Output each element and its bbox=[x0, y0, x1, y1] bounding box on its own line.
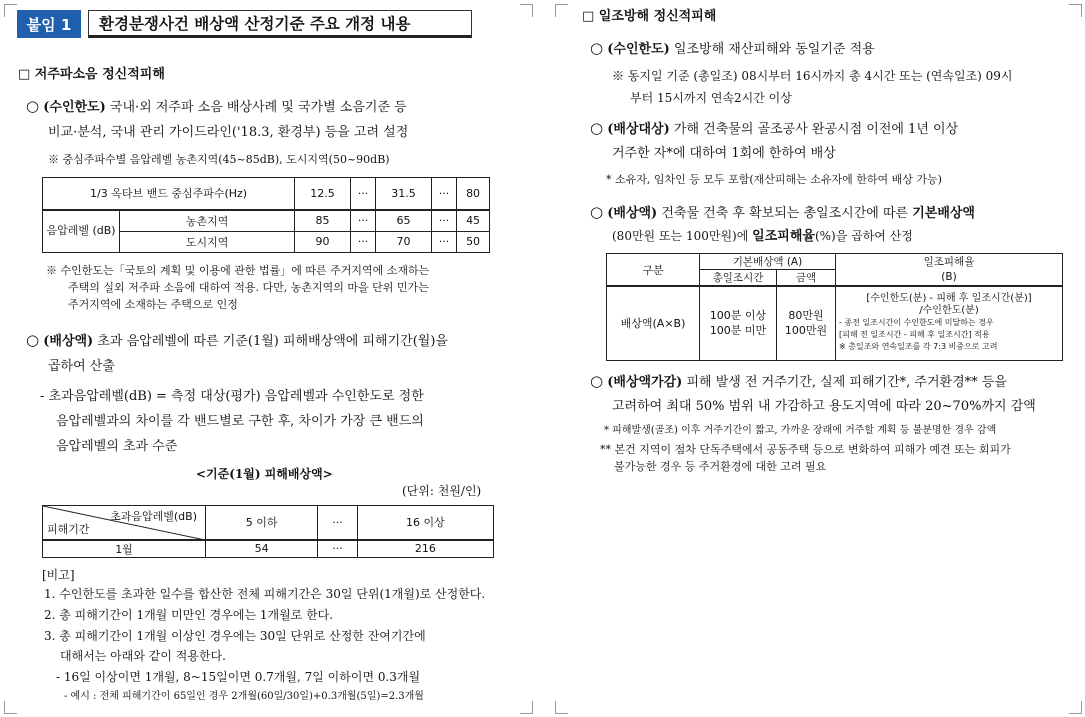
item-text-continued bbox=[612, 228, 913, 245]
rate-formula: /수인한도(분) bbox=[919, 305, 979, 317]
item-adjustment bbox=[590, 373, 1007, 391]
sub-item-excess-level-3: 음압레벨의 초과 수준 bbox=[56, 439, 178, 454]
table-row-group: 음압레벨 (dB) bbox=[43, 210, 120, 253]
table-cell: ··· bbox=[350, 231, 375, 252]
note-sunlight-hours: ※ 동지일 기준 (총일조) 08시부터 16시까지 총 4시간 또는 (연속일조) 09시 bbox=[612, 69, 1013, 83]
diagonal-header-cell bbox=[43, 506, 206, 540]
item-label: (배상액가감) bbox=[607, 375, 683, 390]
note-environment: ** 본건 지역이 점차 단독주택에서 공동주택 등으로 변화하여 피해가 예견 또는 회피가 bbox=[600, 443, 1011, 456]
sub-item-excess-level: - 초과음압레벨(dB) = 측정 대상(평가) 음압레벨과 수인한도로 정한 bbox=[40, 389, 424, 404]
diag-bottom-label: 피해기간 bbox=[47, 522, 90, 536]
item-tolerance-limit bbox=[590, 40, 875, 58]
rate-note: - 종전 일조시간이 수인한도에 미달하는 경우 bbox=[839, 318, 994, 328]
item-text: 초과 음압레벨에 따른 기준(1월) 피해배상액에 피해기간(월)을 bbox=[93, 334, 448, 349]
item-emphasis: 일조피해율 bbox=[752, 229, 815, 244]
table-header-cell: 12.5 bbox=[295, 178, 351, 210]
note-residential-area-2: 주택의 실외 저주파 소음에 대하여 적용. 다만, 농촌지역의 마을 단위 민가는 bbox=[68, 281, 429, 294]
item-text: (80만원 또는 100만원)에 bbox=[612, 229, 753, 243]
item-compensation-target bbox=[590, 120, 958, 138]
item-label: (수인한도) bbox=[607, 42, 670, 57]
crop-mark bbox=[520, 4, 533, 17]
crop-mark bbox=[1069, 4, 1082, 17]
item-compensation bbox=[26, 332, 448, 350]
table-cell: 85 bbox=[295, 210, 351, 231]
table-cell: 90 bbox=[295, 231, 351, 252]
table-cell: ··· bbox=[350, 210, 375, 231]
table-row-label: 농촌지역 bbox=[120, 210, 295, 231]
table-row-label: 1월 bbox=[43, 540, 206, 558]
sunlight-compensation-table bbox=[606, 253, 1063, 361]
table-header-cell: ··· bbox=[318, 506, 357, 540]
note-residential-area: ※ 수인한도는「국토의 계획 및 이용에 관한 법률」에 따른 주거지역에 소재하는 bbox=[46, 264, 430, 277]
table-row-label: 배상액(A×B) bbox=[607, 286, 700, 360]
note-sunlight-hours-2: 부터 15시까지 연속2시간 이상 bbox=[630, 91, 792, 105]
table-row-label: 도시지역 bbox=[120, 231, 295, 252]
item-text: (%)을 곱하여 산정 bbox=[814, 229, 913, 243]
circle-bullet-icon: ○ bbox=[26, 331, 40, 349]
table2-unit: (단위: 천원/인) bbox=[402, 484, 482, 498]
item-text: 피해 발생 전 거주기간, 실제 피해기간*, 주거환경** 등을 bbox=[682, 375, 1007, 390]
table-header-cell: 1/3 옥타브 밴드 중심주파수(Hz) bbox=[43, 178, 295, 210]
table-header-cell: 5 이하 bbox=[206, 506, 318, 540]
table-cell: 70 bbox=[376, 231, 432, 252]
table-cell-amount bbox=[777, 286, 836, 360]
section-title-sunlight: □ 일조방해 정신적피해 bbox=[582, 9, 717, 24]
document-title: 환경분쟁사건 배상액 산정기준 주요 개정 내용 bbox=[88, 10, 472, 38]
item-text: 일조방해 재산피해와 동일기준 적용 bbox=[669, 42, 875, 57]
table-cell: 216 bbox=[357, 540, 493, 558]
table-cell: ··· bbox=[431, 210, 456, 231]
table-header-cell: 금액 bbox=[777, 270, 836, 287]
circle-bullet-icon: ○ bbox=[590, 203, 604, 221]
note-owner-tenant: * 소유자, 임차인 등 모두 포함(재산피해는 소유자에 한하여 배상 가능) bbox=[606, 173, 942, 186]
sub-item-excess-level-2: 음압레벨과의 차이를 각 밴드별로 구한 후, 차이가 가장 큰 밴드의 bbox=[56, 414, 424, 429]
table-header-cell: 구분 bbox=[607, 254, 700, 287]
item-text-continued: 고려하여 최대 50% 범위 내 가감하고 용도지역에 따라 20~70%까지 감액 bbox=[612, 399, 1036, 414]
table2-title: <기준(1월) 피해배상액> bbox=[196, 467, 333, 481]
remark-3: 3. 총 피해기간이 1개월 이상인 경우에는 30일 단위로 산정한 잔여기간에 bbox=[44, 629, 426, 643]
table-cell: 45 bbox=[457, 210, 490, 231]
time-value: 100분 이상 bbox=[709, 309, 767, 323]
table-cell: 65 bbox=[376, 210, 432, 231]
remark-2: 2. 총 피해기간이 1개월 미만인 경우에는 1개월로 한다. bbox=[44, 608, 334, 622]
table-header-cell: 총일조시간 bbox=[700, 270, 777, 287]
table-header-cell: 16 이상 bbox=[357, 506, 493, 540]
table-cell: 50 bbox=[457, 231, 490, 252]
table-header-cell: 일조피해율 bbox=[836, 254, 1063, 270]
item-text-continued: 비교·분석, 국내 관리 가이드라인('18.3, 환경부) 등을 고려 설정 bbox=[48, 125, 409, 140]
crop-mark bbox=[4, 701, 17, 714]
rate-note: ※ 총일조와 연속일조를 각 7:3 비중으로 고려 bbox=[839, 342, 998, 352]
item-label: (배상액) bbox=[43, 334, 94, 349]
table-header-cell: ··· bbox=[350, 178, 375, 210]
note-frequency-levels: ※ 중심주파수별 음압레벨 농촌지역(45~85dB), 도시지역(50~90dB) bbox=[48, 153, 390, 166]
table-header-cell: 31.5 bbox=[376, 178, 432, 210]
item-compensation-amount bbox=[590, 204, 975, 222]
item-text-continued: 곱하여 산출 bbox=[48, 359, 115, 374]
crop-mark bbox=[1069, 701, 1082, 714]
table-header-cell: (B) bbox=[836, 270, 1063, 287]
crop-mark bbox=[555, 4, 568, 17]
note-environment-2: 불가능한 경우 등 주거환경에 대한 고려 필요 bbox=[614, 460, 827, 473]
diag-top-label: 초과음압레벨(dB) bbox=[110, 510, 197, 523]
note-residence-period: * 피해발생(골조) 이후 거주기간이 짧고, 가까운 장래에 거주할 계획 등 불분명한 경우 감액 bbox=[604, 425, 997, 436]
table-cell-time bbox=[700, 286, 777, 360]
time-value: 100분 미만 bbox=[709, 324, 767, 338]
crop-mark bbox=[555, 701, 568, 714]
item-text: 국내·외 저주파 소음 배상사례 및 국가별 소음기준 등 bbox=[105, 100, 407, 115]
item-label: (배상대상) bbox=[607, 122, 670, 137]
crop-mark bbox=[4, 4, 17, 17]
attachment-badge: 붙임 1 bbox=[17, 10, 81, 38]
circle-bullet-icon: ○ bbox=[590, 39, 604, 57]
remark-5-example: - 예시 : 전체 피해기간이 65일인 경우 2개월(60일/30일)+0.3개월(5일)=2.3개월 bbox=[64, 691, 424, 702]
item-label: (수인한도) bbox=[43, 100, 106, 115]
rate-formula: [수인한도(분) - 피해 후 일조시간(분)] bbox=[866, 293, 1032, 305]
circle-bullet-icon: ○ bbox=[26, 97, 40, 115]
table-header-cell: 80 bbox=[457, 178, 490, 210]
circle-bullet-icon: ○ bbox=[590, 372, 604, 390]
item-text: 건축물 건축 후 확보되는 총일조시간에 따른 bbox=[657, 206, 913, 221]
remark-3-continued: 대해서는 아래와 같이 적용한다. bbox=[60, 649, 226, 663]
item-emphasis: 기본배상액 bbox=[912, 206, 975, 221]
remark-4: - 16일 이상이면 1개월, 8~15일이면 0.7개월, 7일 이하이면 0.3개월 bbox=[56, 670, 421, 684]
amount-value: 80만원 bbox=[788, 309, 824, 323]
table-cell: 54 bbox=[206, 540, 318, 558]
circle-bullet-icon: ○ bbox=[590, 119, 604, 137]
remark-1: 1. 수인한도를 초과한 일수를 합산한 전체 피해기간은 30일 단위(1개월)로 산정한다. bbox=[44, 587, 486, 601]
item-label: (배상액) bbox=[607, 206, 658, 221]
item-text-continued: 거주한 자*에 대하여 1회에 한하여 배상 bbox=[612, 146, 836, 161]
note-residential-area-3: 주거지역에 소재하는 주택으로 인정 bbox=[68, 298, 238, 311]
frequency-table bbox=[42, 177, 490, 253]
table-cell: ··· bbox=[431, 231, 456, 252]
table-cell-rate bbox=[836, 286, 1063, 360]
remarks-title: [비고] bbox=[42, 568, 75, 582]
item-text: 가해 건축물의 골조공사 완공시점 이전에 1년 이상 bbox=[669, 122, 959, 137]
table-header-cell: ··· bbox=[431, 178, 456, 210]
amount-value: 100만원 bbox=[784, 324, 828, 338]
section-title-low-frequency: □ 저주파소음 정신적피해 bbox=[18, 67, 165, 82]
table-header-cell: 기본배상액 (A) bbox=[700, 254, 836, 270]
table-cell: ··· bbox=[318, 540, 357, 558]
compensation-table bbox=[42, 505, 494, 558]
rate-note: [피해 전 일조시간 - 피해 후 일조시간] 적용 bbox=[839, 330, 990, 340]
crop-mark bbox=[520, 701, 533, 714]
item-tolerance-limit bbox=[26, 98, 506, 116]
